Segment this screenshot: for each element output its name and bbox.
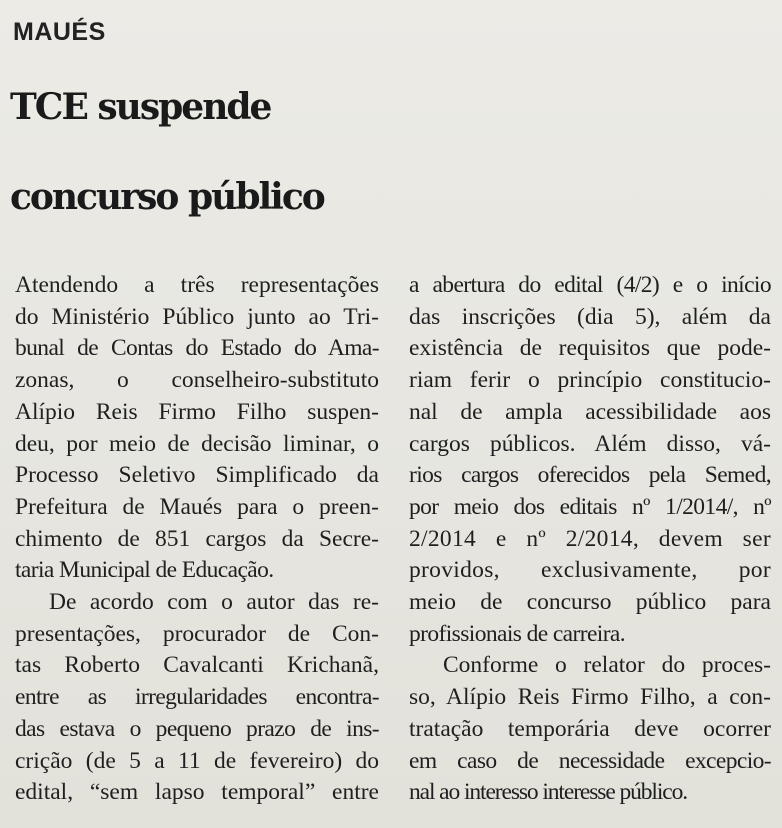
body-line: meio de concurso público para bbox=[409, 589, 771, 616]
body-line: entre as irregularidades encontra- bbox=[15, 684, 379, 711]
body-line: deu, por meio de decisão liminar, o bbox=[15, 430, 379, 457]
body-column-left bbox=[15, 270, 379, 809]
body-line: a abertura do edital (4/2) e o início bbox=[409, 272, 771, 298]
body-column-right bbox=[409, 270, 771, 809]
body-line: do Ministério Público junto ao Tri- bbox=[15, 303, 379, 330]
body-line: so, Alípio Reis Firmo Filho, a con- bbox=[409, 684, 771, 711]
body-line: profissionais de carreira. bbox=[409, 620, 626, 647]
body-line: Processo Seletivo Simplificado da bbox=[15, 462, 379, 489]
section-kicker: MAUÉS bbox=[13, 18, 106, 46]
body-line: por meio dos editais nº 1/2014/, nº bbox=[409, 493, 771, 520]
body-line: De acordo com o autor das re- bbox=[49, 589, 379, 616]
body-line: providos, exclusivamente, por bbox=[409, 557, 771, 584]
body-line: chimento de 851 cargos da Secre- bbox=[15, 525, 379, 552]
body-line: nal ao interesso interesse público. bbox=[409, 779, 688, 806]
body-line: rios cargos oferecidos pela Semed, bbox=[409, 462, 771, 489]
body-line: em caso de necessidade excepcio- bbox=[409, 747, 771, 774]
body-line: 2/2014 e nº 2/2014, devem ser bbox=[409, 525, 771, 552]
body-line: riam ferir o princípio constitucio- bbox=[409, 367, 771, 394]
body-line: edital, “sem lapso temporal” entre bbox=[15, 779, 379, 806]
body-line: zonas, o conselheiro-substituto bbox=[15, 367, 379, 394]
body-line: bunal de Contas do Estado do Ama- bbox=[15, 335, 379, 362]
body-line: Atendendo a três representações bbox=[15, 272, 379, 298]
body-line: crição (de 5 a 11 de fevereiro) do bbox=[15, 747, 379, 774]
body-line: das inscrições (dia 5), além da bbox=[409, 303, 771, 330]
headline-line: concurso público bbox=[10, 176, 324, 218]
body-line: nal de ampla acessibilidade aos bbox=[409, 398, 771, 425]
body-line: Prefeitura de Maués para o preen- bbox=[15, 493, 379, 520]
headline-line: TCE suspende bbox=[10, 86, 271, 128]
body-line: tas Roberto Cavalcanti Krichanã, bbox=[15, 652, 379, 679]
body-line: das estava o pequeno prazo de ins- bbox=[15, 715, 379, 742]
body-line: Alípio Reis Firmo Filho suspen- bbox=[15, 398, 379, 425]
body-line: cargos públicos. Além disso, vá- bbox=[409, 430, 771, 457]
body-line: taria Municipal de Educação. bbox=[15, 557, 274, 584]
headline bbox=[10, 62, 780, 242]
body-line: presentações, procurador de Con- bbox=[15, 620, 379, 647]
body-line: existência de requisitos que pode- bbox=[409, 335, 771, 362]
body-line: Conforme o relator do proces- bbox=[443, 652, 771, 679]
body-line: tratação temporária deve ocorrer bbox=[409, 715, 771, 742]
